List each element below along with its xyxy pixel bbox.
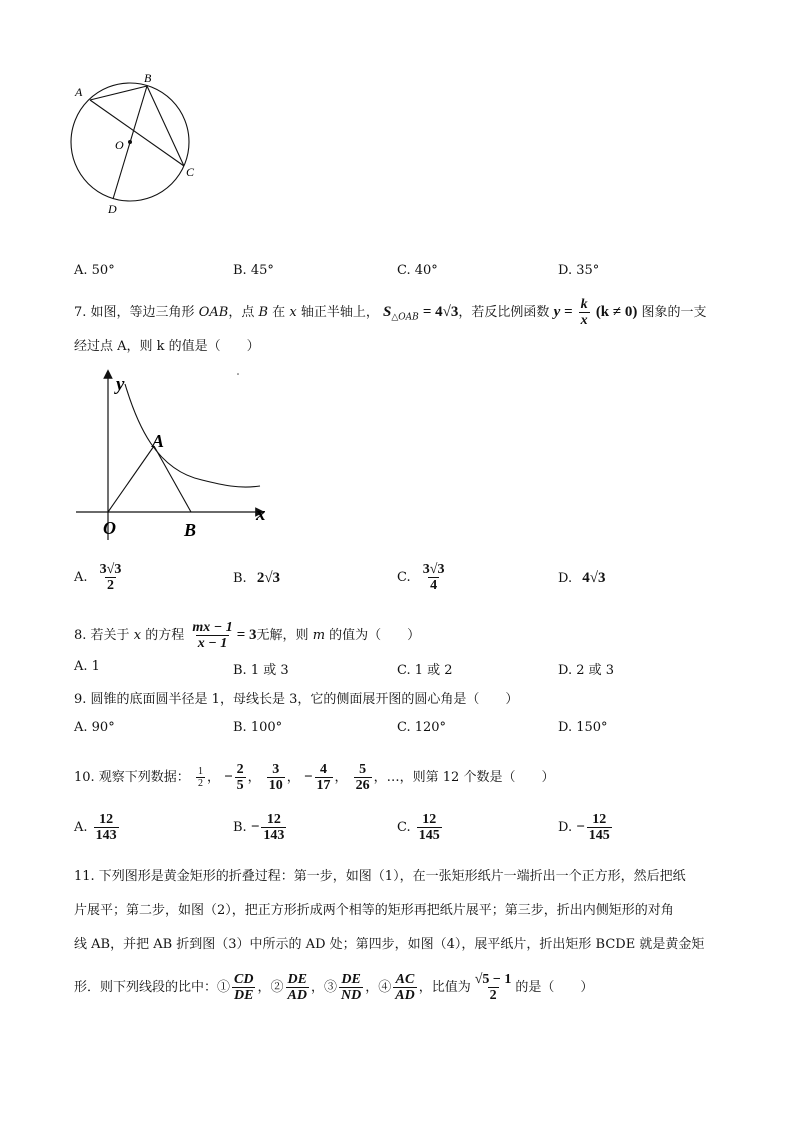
q7-option-a-den: 2 (107, 578, 115, 593)
q6-option-d[interactable]: D. 35° (558, 263, 600, 278)
q7-line2: 经过点 A，则 k 的值是（ ） (74, 339, 260, 354)
q7-func-frac (579, 297, 590, 328)
q10-frac-1-num: 1 (197, 766, 203, 777)
chord-ac (90, 100, 184, 166)
q7-text-d: 轴正半轴上， (300, 305, 379, 320)
center-dot (128, 140, 132, 144)
q11-ratio-3-den: ND (341, 988, 362, 1003)
q7-area-sub: △OAB (391, 312, 419, 323)
q10-text-pre: 10. 观察下列数据： (74, 770, 190, 785)
q11-ratio-2-mark: ② (270, 980, 284, 995)
q11-golden-frac (473, 972, 514, 1003)
q7-option-a[interactable] (74, 562, 125, 593)
q7-point-b: B (258, 305, 269, 320)
q8-text-post: 无解，则 (256, 628, 309, 643)
point-a-label: A (152, 431, 165, 451)
q7-option-c[interactable] (397, 562, 448, 593)
q10-option-d[interactable] (558, 812, 614, 843)
q11-ratio-1-num: CD (234, 972, 254, 987)
q7-func-k: k (580, 297, 588, 312)
q10-frac-5 (354, 762, 372, 793)
q11-text-mid: ，比值为 (418, 980, 471, 995)
q10-option-a-den: 143 (95, 828, 117, 843)
q10-option-d-frac (587, 812, 612, 843)
q8-m-var: m (312, 628, 326, 643)
q7-func-y: y = (553, 304, 573, 320)
q10-option-d-sign: − (576, 819, 585, 835)
label-d: D (108, 202, 117, 216)
q11-golden-den: 2 (489, 988, 497, 1003)
q10-frac-4-sign: − (303, 769, 313, 785)
q9-option-d[interactable]: D. 150° (558, 720, 608, 735)
q10-frac-4 (315, 762, 333, 793)
q8-equals: = 3 (236, 627, 257, 643)
q9-option-b[interactable]: B. 100° (233, 720, 283, 735)
q11-ratio-3-num: DE (341, 972, 361, 987)
q7-graph (74, 368, 284, 543)
q11-golden-num: √5 − 1 (474, 972, 512, 987)
q11-ratio-2 (286, 972, 309, 1003)
q8-line (74, 620, 420, 651)
q11-ratio-3-mark: ③ (323, 980, 337, 995)
q10-option-c[interactable] (397, 812, 444, 843)
q7-option-a-label: A. (74, 570, 88, 585)
q10-option-c-num: 12 (422, 812, 437, 827)
stray-dot (237, 373, 239, 375)
q11-ratio-4 (393, 972, 416, 1003)
q10-option-c-label: C. (397, 820, 411, 835)
point-b-label: B (184, 520, 197, 540)
q10-option-d-num: 12 (592, 812, 607, 827)
q8-equation-frac (190, 620, 234, 651)
q10-option-b-num: 12 (266, 812, 281, 827)
q11-ratio-1-mark: ① (217, 980, 231, 995)
origin-label: O (103, 518, 116, 538)
q10-frac-5-num: 5 (359, 762, 367, 777)
label-c: C (186, 165, 195, 179)
q8-text-pre: 若关于 (90, 628, 130, 643)
q8-text-end: 的值为（ ） (329, 628, 421, 643)
q10-frac-4-den: 17 (316, 778, 331, 793)
q7-option-c-num: 3√3 (422, 562, 445, 577)
q7-k-condition: (k ≠ 0) (595, 304, 638, 320)
q10-line: 10. 观察下列数据： $\frac{1}{2}$ ， − $\frac{2}{5}$ ， $\frac{3}{10}$ ， − $\frac{4}{17}$ ， $\frac{5}{26}$ ，…，则第 12 个数是（ ） (74, 762, 555, 793)
q7-option-a-frac (98, 562, 124, 593)
q10-frac-1-den: 2 (197, 778, 203, 789)
hyperbola-curve (125, 384, 260, 487)
q7-option-c-den: 4 (430, 578, 438, 593)
q8-option-d[interactable]: D. 2 或 3 (558, 663, 615, 678)
q11-ratio-1-den: DE (234, 988, 254, 1003)
q9-line: 9. 圆锥的底面圆半径是 1，母线长是 3，它的侧面展开图的圆心角是（ ） (74, 692, 519, 707)
q10-frac-2 (235, 762, 246, 793)
q10-option-d-den: 145 (588, 828, 610, 843)
q11-ratio-1 (232, 972, 255, 1003)
q10-option-b-label: B. (233, 820, 247, 835)
q11-ratio-4-mark: ④ (378, 980, 392, 995)
q10-frac-5-den: 26 (355, 778, 370, 793)
q10-option-b[interactable] (233, 812, 288, 843)
q10-option-b-sign: − (250, 819, 260, 835)
segment-oa (108, 446, 154, 512)
chord-bc (147, 86, 184, 166)
q11-ratio-2-num: DE (287, 972, 307, 987)
q8-x-var: x (133, 628, 142, 643)
q10-option-c-frac (417, 812, 442, 843)
q9-option-a[interactable]: A. 90° (74, 720, 115, 735)
segment-ab (154, 446, 191, 512)
q11-line4: 形．则下列线段的比中：① $\frac{CD}{DE}$ ，② $\frac{DE}{AD}$ ，③ $\frac{DE}{ND}$ ，④ $\frac{AC}{AD}$ ，比值为 $\frac{√5 - 1}{2}$ 的是（ ） (74, 972, 594, 1003)
q10-frac-2-sign: − (224, 769, 233, 785)
q9-option-c[interactable]: C. 120° (397, 720, 447, 735)
q7-option-d[interactable] (558, 570, 605, 587)
q7-text-a: 如图，等边三角形 (90, 305, 195, 320)
q7-option-d-label: D. (558, 571, 573, 586)
q7-text-f: 图象的一支 (641, 305, 707, 320)
q10-frac-3 (267, 762, 285, 793)
q8-text-mid: 的方程 (145, 628, 185, 643)
q11-ratio-4-den: AD (395, 988, 415, 1003)
q10-text-post: ，…，则第 12 个数是（ ） (373, 770, 555, 785)
q8-frac-den: x − 1 (197, 636, 228, 651)
q7-text-b: ，点 (228, 305, 255, 320)
q8-option-a[interactable]: A. 1 (74, 659, 100, 674)
q11-line1: 11. 下列图形是黄金矩形的折叠过程：第一步，如图（1），在一张矩形纸片一端折出一个正方形，然后把纸 (74, 869, 686, 884)
q7-option-d-value: 4√3 (582, 570, 606, 586)
q7-option-b[interactable] (233, 570, 280, 587)
q11-line2: 片展平；第二步，如图（2），把正方形折成两个相等的矩形再把纸片展平；第三步，折出内侧矩形的对角 (74, 903, 674, 918)
q6-option-a[interactable]: A. 50° (74, 263, 115, 278)
q6-option-b[interactable]: B. 45° (233, 263, 274, 278)
label-a: A (75, 85, 83, 99)
q7-option-c-label: C. (397, 570, 411, 585)
q7-option-a-num: 3√3 (99, 562, 122, 577)
q10-option-a-num: 12 (99, 812, 114, 827)
x-axis-label: x (256, 504, 266, 525)
q11-ratio-4-num: AC (395, 972, 415, 987)
q10-frac-3-num: 3 (272, 762, 280, 777)
q11-text-pre: 形．则下列线段的比中： (74, 980, 218, 995)
q7-area-value: = 4√3 (422, 304, 459, 320)
q10-frac-2-num: 2 (236, 762, 244, 777)
q7-area-symbol: S (382, 304, 392, 320)
q11-ratio-2-den: AD (287, 988, 307, 1003)
q10-frac-1 (196, 766, 205, 789)
q7-number: 7. (74, 305, 87, 320)
q7-x-var: x (289, 305, 297, 320)
q8-frac-num: mx − 1 (192, 620, 233, 635)
chord-ab (90, 86, 147, 100)
q7-text-e: ，若反比例函数 (458, 305, 550, 320)
q7-line1 (74, 297, 707, 329)
q8-option-b[interactable]: B. 1 或 3 (233, 663, 289, 678)
label-o: O (115, 138, 124, 152)
q6-option-c[interactable]: C. 40° (397, 263, 438, 278)
y-axis-label: y (116, 374, 125, 395)
q8-number: 8. (74, 628, 87, 643)
q7-option-b-label: B. (233, 571, 247, 586)
q10-option-c-den: 145 (418, 828, 440, 843)
q10-option-b-den: 143 (263, 828, 285, 843)
q10-option-d-label: D. (558, 820, 573, 835)
q10-option-b-frac (261, 812, 286, 843)
circle-figure (66, 72, 206, 222)
q7-oab: OAB (198, 305, 229, 320)
q7-option-b-value: 2√3 (256, 570, 281, 586)
label-b: B (144, 72, 152, 85)
q11-ratio-3 (339, 972, 363, 1003)
q10-frac-4-num: 4 (320, 762, 327, 777)
q10-option-a[interactable] (74, 812, 121, 843)
q8-option-c[interactable]: C. 1 或 2 (397, 663, 453, 678)
q10-option-a-frac (94, 812, 119, 843)
q11-text-end: 的是（ ） (515, 980, 594, 995)
q10-option-a-label: A. (74, 820, 88, 835)
q7-text-c: 在 (272, 305, 286, 320)
q7-func-x: x (580, 313, 588, 328)
q10-frac-2-den: 5 (236, 778, 244, 793)
q7-option-c-frac (421, 562, 447, 593)
q11-line3: 线 AB，并把 AB 折到图（3）中所示的 AD 处；第四步，如图（4），展平纸片，折出矩形 BCDE 就是黄金矩 (74, 937, 705, 952)
q10-frac-3-den: 10 (268, 778, 283, 793)
